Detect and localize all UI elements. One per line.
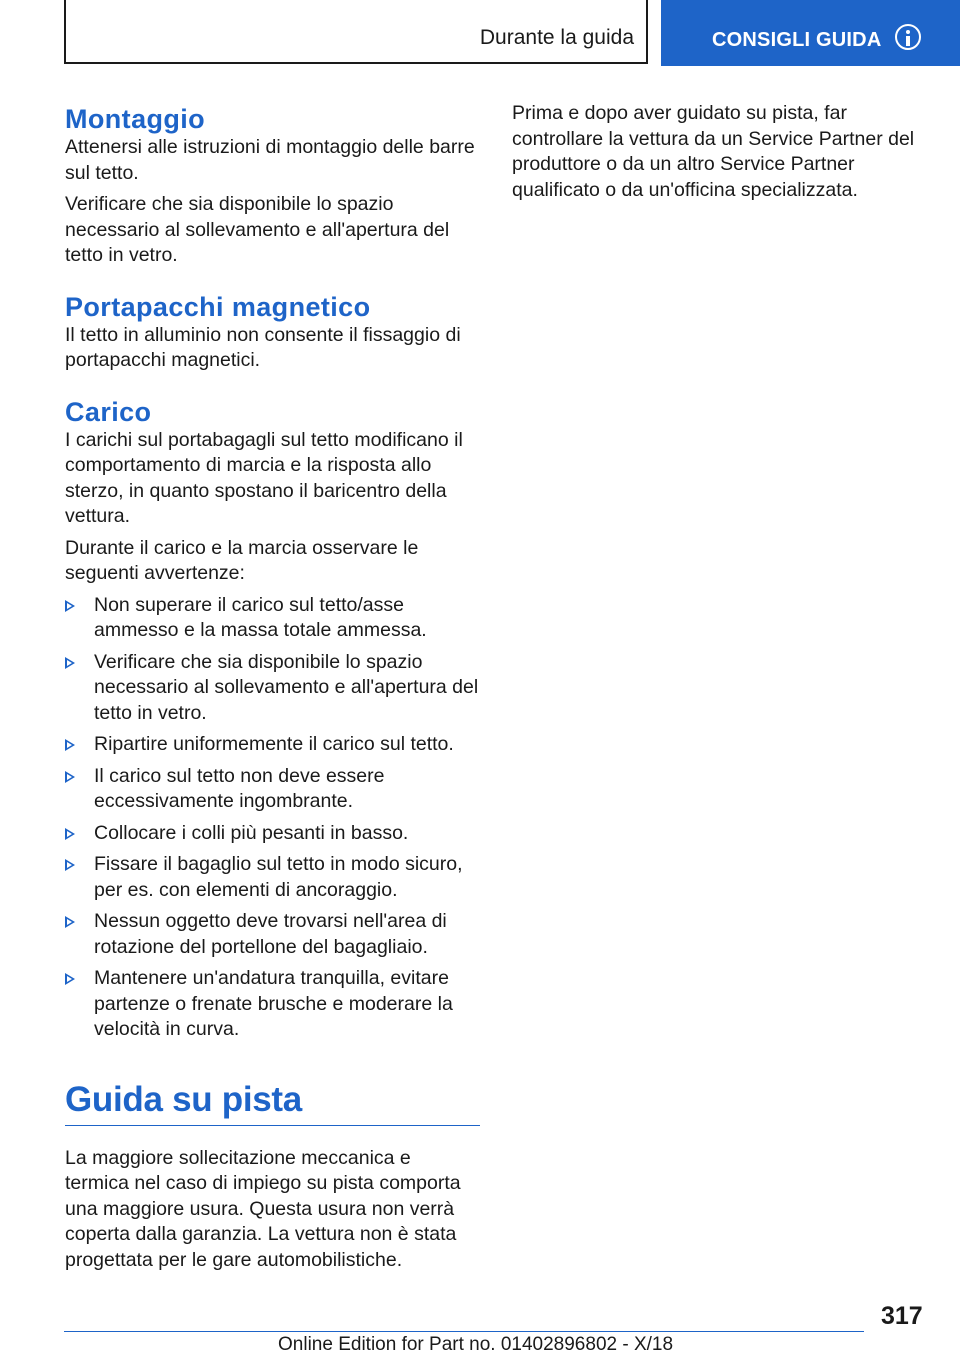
list-item: [65, 909, 480, 960]
heading-rule: [65, 1125, 480, 1126]
list-item: [65, 764, 480, 815]
bullet-text: Collocare i colli più pesanti in basso.: [94, 821, 409, 844]
triangle-bullet-icon: [65, 771, 75, 783]
left-column: [65, 103, 480, 1273]
page-number: 317: [881, 1302, 923, 1330]
header-section-box: [64, 0, 648, 64]
portapacchi-paragraph: Il tetto in alluminio non consente il fissaggio di portapacchi magnetici.: [65, 323, 461, 371]
carico-bullet-list: [65, 593, 480, 1043]
bullet-text: Mantenere un'andatura tranquilla, evitare partenze o frenate brusche e moderare la velocità in curva.: [94, 967, 453, 1040]
list-item: [65, 821, 480, 847]
montaggio-paragraph-1: Attenersi alle istruzioni di montaggio delle barre sul tetto.: [65, 136, 475, 184]
right-column: [512, 101, 927, 203]
triangle-bullet-icon: [65, 916, 75, 928]
heading-carico: Carico: [65, 396, 152, 427]
bullet-text: Fissare il bagaglio sul tetto in modo sicuro, per es. con elementi di ancoraggio.: [94, 853, 463, 901]
triangle-bullet-icon: [65, 739, 75, 751]
triangle-bullet-icon: [65, 973, 75, 985]
footer-rule: [64, 1331, 864, 1332]
bullet-text: Non superare il carico sul tetto/asse ammesso e la massa totale ammessa.: [94, 593, 427, 641]
triangle-bullet-icon: [65, 859, 75, 871]
list-item: [65, 732, 480, 758]
section-title: Durante la guida: [479, 26, 634, 49]
list-item: [65, 593, 480, 644]
chapter-tab[interactable]: [661, 0, 960, 66]
heading-montaggio: Montaggio: [65, 104, 206, 134]
chapter-tab-label: CONSIGLI GUIDA: [712, 29, 882, 51]
guida-paragraph: La maggiore sollecitazione meccanica e termica nel caso di impiego su pista comporta una maggiore usura. Questa usura non verrà coperta dalla garanzia. La vettura non è stata progettata per le gare automobilistiche.: [65, 1146, 461, 1271]
triangle-bullet-icon: [65, 657, 75, 669]
carico-paragraph-1: I carichi sul portabagagli sul tetto modificano il comportamento di marcia e la risposta allo sterzo, in quanto spostano il baricentro della vettura.: [65, 428, 463, 527]
bullet-text: Ripartire uniformemente il carico sul tetto.: [94, 733, 454, 755]
heading-guida-su-pista: Guida su pista: [65, 1079, 302, 1119]
info-icon[interactable]: [895, 24, 921, 50]
bullet-text: Verificare che sia disponibile lo spazio necessario al sollevamento e all'apertura del tetto in vetro.: [94, 650, 479, 724]
heading-portapacchi: Portapacchi magnetico: [65, 291, 371, 322]
list-item: [65, 966, 480, 1043]
triangle-bullet-icon: [65, 600, 75, 612]
footer-edition-text: Online Edition for Part no. 01402896802 - X/18: [278, 1334, 674, 1355]
right-paragraph: Prima e dopo aver guidato su pista, far controllare la vettura da un Service Partner del produttore o da un altro Service Partner qualificato o da un'officina specializzata.: [512, 102, 915, 201]
list-item: [65, 650, 480, 727]
triangle-bullet-icon: [65, 828, 75, 840]
montaggio-paragraph-2: Verificare che sia disponibile lo spazio necessario al sollevamento e all'apertura del tetto in vetro.: [65, 193, 450, 266]
list-item: [65, 852, 480, 903]
carico-paragraph-2: Durante il carico e la marcia osservare le seguenti avvertenze:: [65, 536, 419, 584]
bullet-text: Il carico sul tetto non deve essere eccessivamente ingombrante.: [94, 764, 385, 812]
bullet-text: Nessun oggetto deve trovarsi nell'area di rotazione del portellone del bagagliaio.: [94, 910, 447, 958]
